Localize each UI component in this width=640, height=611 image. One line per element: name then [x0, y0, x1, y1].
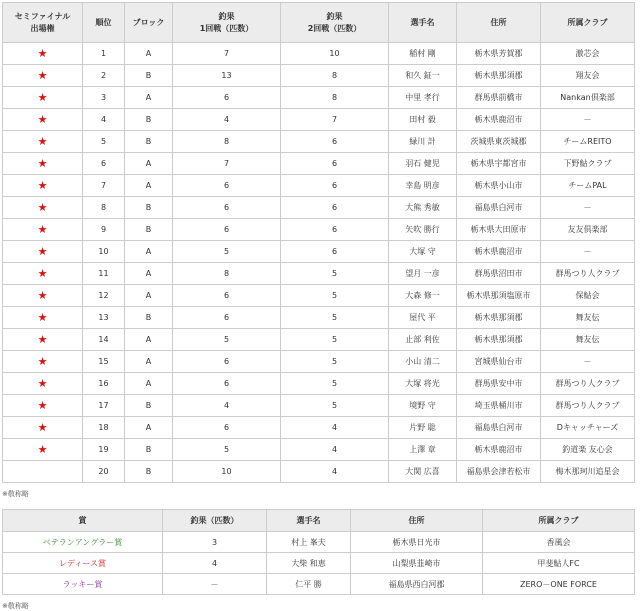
name-cell: 大森 修一	[389, 285, 457, 307]
catch2-cell: 5	[281, 263, 389, 285]
table-row	[3, 461, 635, 483]
block-cell: B	[125, 461, 173, 483]
club-cell: －	[541, 197, 635, 219]
header-award-club: 所属クラブ	[483, 510, 635, 532]
star-icon: ★	[37, 201, 48, 214]
star-icon: ★	[37, 47, 48, 60]
header-award: 賞	[3, 510, 163, 532]
address-cell: 福島県白河市	[457, 417, 541, 439]
club-cell: 梅木那珂川追星会	[541, 461, 635, 483]
block-cell: A	[125, 263, 173, 285]
club-cell: 激芯会	[541, 43, 635, 65]
name-cell: 中里 孝行	[389, 87, 457, 109]
star-icon: ★	[37, 333, 48, 346]
catch2-cell: 4	[281, 439, 389, 461]
rank-cell: 14	[83, 329, 125, 351]
header-rank: 順位	[83, 3, 125, 43]
honorifics-note: ※敬称略	[2, 602, 29, 610]
table-row	[3, 153, 635, 175]
rank-cell: 13	[83, 307, 125, 329]
header-semifinal: セミファイナル 出場権	[3, 3, 83, 43]
semifinal-cell	[3, 307, 83, 329]
rank-cell: 3	[83, 87, 125, 109]
address-cell: 栃木県鹿沼市	[457, 439, 541, 461]
block-cell: A	[125, 175, 173, 197]
address-cell: 福島県白河市	[457, 197, 541, 219]
table-row	[3, 109, 635, 131]
catch2-cell: 4	[281, 417, 389, 439]
catch2-cell: 6	[281, 153, 389, 175]
rank-cell: 16	[83, 373, 125, 395]
name-cell: 大熊 秀敏	[389, 197, 457, 219]
catch1-cell: 6	[173, 197, 281, 219]
award-address-cell: 福島県西白河郡	[351, 574, 483, 595]
semifinal-cell	[3, 43, 83, 65]
award-cell: レディース賞	[3, 553, 163, 574]
name-cell: 上澤 章	[389, 439, 457, 461]
name-cell: 幸島 明彦	[389, 175, 457, 197]
award-cell: ラッキー賞	[3, 574, 163, 595]
table-row	[3, 285, 635, 307]
semifinal-cell	[3, 417, 83, 439]
semifinal-cell	[3, 263, 83, 285]
block-cell: A	[125, 43, 173, 65]
club-cell: 保鮎会	[541, 285, 635, 307]
awards-header-row	[3, 510, 635, 532]
star-icon: ★	[37, 157, 48, 170]
block-cell: B	[125, 395, 173, 417]
address-cell: 栃木県那須郡	[457, 307, 541, 329]
semifinal-cell	[3, 329, 83, 351]
star-icon: ★	[37, 355, 48, 368]
award-club-cell: 香風会	[483, 532, 635, 553]
award-club-cell: ZERO－ONE FORCE	[483, 574, 635, 595]
catch2-cell: 5	[281, 285, 389, 307]
table-row	[3, 553, 635, 574]
block-cell: A	[125, 241, 173, 263]
block-cell: B	[125, 197, 173, 219]
club-cell: 友友倶楽部	[541, 219, 635, 241]
club-cell: 舞友伝	[541, 307, 635, 329]
catch1-cell: 4	[173, 395, 281, 417]
address-cell: 群馬県安中市	[457, 373, 541, 395]
name-cell: 稲村 剛	[389, 43, 457, 65]
table-row	[3, 131, 635, 153]
catch1-cell: 6	[173, 219, 281, 241]
rank-cell: 20	[83, 461, 125, 483]
catch2-cell: 6	[281, 219, 389, 241]
star-icon: ★	[37, 399, 48, 412]
address-cell: 群馬県前橋市	[457, 87, 541, 109]
header-name: 選手名	[389, 3, 457, 43]
header-catch2: 釣果 2回戦（匹数）	[281, 3, 389, 43]
star-icon: ★	[37, 421, 48, 434]
club-cell: －	[541, 241, 635, 263]
club-cell: 群馬つり人クラブ	[541, 395, 635, 417]
star-icon: ★	[37, 91, 48, 104]
rank-cell: 7	[83, 175, 125, 197]
catch1-cell: 7	[173, 43, 281, 65]
name-cell: 和久 鉦一	[389, 65, 457, 87]
award-name-cell: 仁平 勝	[267, 574, 351, 595]
name-cell: 緑川 計	[389, 131, 457, 153]
name-cell: 大塚 将光	[389, 373, 457, 395]
block-cell: B	[125, 109, 173, 131]
club-cell: Nankan倶楽部	[541, 87, 635, 109]
catch1-cell: 5	[173, 329, 281, 351]
catch2-cell: 5	[281, 395, 389, 417]
name-cell: 止部 利佐	[389, 329, 457, 351]
address-cell: 埼玉県桶川市	[457, 395, 541, 417]
rank-cell: 2	[83, 65, 125, 87]
semifinal-cell	[3, 175, 83, 197]
address-cell: 栃木県大田原市	[457, 219, 541, 241]
awards-table	[2, 509, 635, 595]
catch2-cell: 5	[281, 373, 389, 395]
semifinal-cell	[3, 351, 83, 373]
star-icon: ★	[37, 267, 48, 280]
rank-cell: 4	[83, 109, 125, 131]
header-award-address: 住所	[351, 510, 483, 532]
semifinal-cell	[3, 241, 83, 263]
catch1-cell: 6	[173, 307, 281, 329]
catch1-cell: 5	[173, 439, 281, 461]
table-row	[3, 395, 635, 417]
name-cell: 望月 一彦	[389, 263, 457, 285]
rank-cell: 9	[83, 219, 125, 241]
award-catch-cell: 4	[163, 553, 267, 574]
star-icon: ★	[37, 223, 48, 236]
block-cell: B	[125, 439, 173, 461]
star-icon: ★	[37, 135, 48, 148]
catch1-cell: 6	[173, 175, 281, 197]
semifinal-cell	[3, 439, 83, 461]
name-cell: 田村 毅	[389, 109, 457, 131]
catch2-cell: 5	[281, 329, 389, 351]
address-cell: 栃木県鹿沼市	[457, 109, 541, 131]
rank-cell: 5	[83, 131, 125, 153]
address-cell: 茨城県東茨城郡	[457, 131, 541, 153]
catch2-cell: 6	[281, 131, 389, 153]
rank-cell: 19	[83, 439, 125, 461]
star-icon: ★	[37, 69, 48, 82]
block-cell: B	[125, 65, 173, 87]
club-cell: －	[541, 109, 635, 131]
table-row	[3, 439, 635, 461]
table-row	[3, 65, 635, 87]
block-cell: A	[125, 417, 173, 439]
block-cell: A	[125, 329, 173, 351]
semifinal-cell	[3, 285, 83, 307]
club-cell: 下野鮎クラブ	[541, 153, 635, 175]
semifinal-cell	[3, 153, 83, 175]
rank-cell: 11	[83, 263, 125, 285]
catch1-cell: 13	[173, 65, 281, 87]
name-cell: 大塚 守	[389, 241, 457, 263]
name-cell: 屋代 平	[389, 307, 457, 329]
club-cell: 舞友伝	[541, 329, 635, 351]
block-cell: B	[125, 219, 173, 241]
catch1-cell: 6	[173, 285, 281, 307]
address-cell: 宮城県仙台市	[457, 351, 541, 373]
rank-cell: 6	[83, 153, 125, 175]
name-cell: 羽石 健児	[389, 153, 457, 175]
award-catch-cell: －	[163, 574, 267, 595]
table-row	[3, 197, 635, 219]
semifinal-cell	[3, 109, 83, 131]
header-address: 住所	[457, 3, 541, 43]
block-cell: B	[125, 131, 173, 153]
header-block: ブロック	[125, 3, 173, 43]
semifinal-cell	[3, 197, 83, 219]
catch2-cell: 6	[281, 241, 389, 263]
address-cell: 栃木県鹿沼市	[457, 241, 541, 263]
table-row	[3, 263, 635, 285]
award-club-cell: 甲斐鮎人FC	[483, 553, 635, 574]
award-address-cell: 山梨県韮崎市	[351, 553, 483, 574]
rank-cell: 1	[83, 43, 125, 65]
name-cell: 境野 守	[389, 395, 457, 417]
header-award-name: 選手名	[267, 510, 351, 532]
catch1-cell: 6	[173, 351, 281, 373]
address-cell: 群馬県沼田市	[457, 263, 541, 285]
catch1-cell: 4	[173, 109, 281, 131]
table-row	[3, 532, 635, 553]
rank-cell: 10	[83, 241, 125, 263]
star-icon: ★	[37, 113, 48, 126]
rank-cell: 15	[83, 351, 125, 373]
catch2-cell: 8	[281, 87, 389, 109]
block-cell: A	[125, 373, 173, 395]
semifinal-cell	[3, 373, 83, 395]
results-header-row	[3, 3, 635, 43]
club-cell: チームREITO	[541, 131, 635, 153]
rank-cell: 8	[83, 197, 125, 219]
table-row	[3, 307, 635, 329]
block-cell: A	[125, 153, 173, 175]
name-cell: 矢吹 勝行	[389, 219, 457, 241]
catch1-cell: 6	[173, 373, 281, 395]
semifinal-cell	[3, 395, 83, 417]
table-row	[3, 43, 635, 65]
table-row	[3, 87, 635, 109]
award-address-cell: 栃木県日光市	[351, 532, 483, 553]
catch2-cell: 10	[281, 43, 389, 65]
honorifics-note: ※敬称略	[2, 490, 29, 498]
award-catch-cell: 3	[163, 532, 267, 553]
catch2-cell: 6	[281, 197, 389, 219]
catch2-cell: 6	[281, 175, 389, 197]
catch2-cell: 7	[281, 109, 389, 131]
catch1-cell: 7	[173, 153, 281, 175]
club-cell: 釣道楽 友心会	[541, 439, 635, 461]
name-cell: 片野 聡	[389, 417, 457, 439]
address-cell: 栃木県那須塩原市	[457, 285, 541, 307]
name-cell: 小山 清二	[389, 351, 457, 373]
header-catch1: 釣果 1回戦（匹数）	[173, 3, 281, 43]
star-icon: ★	[37, 443, 48, 456]
catch1-cell: 5	[173, 241, 281, 263]
catch1-cell: 8	[173, 263, 281, 285]
block-cell: A	[125, 87, 173, 109]
block-cell: A	[125, 285, 173, 307]
star-icon: ★	[37, 179, 48, 192]
club-cell: 群馬つり人クラブ	[541, 373, 635, 395]
rank-cell: 12	[83, 285, 125, 307]
award-name-cell: 大柴 和恵	[267, 553, 351, 574]
table-row	[3, 241, 635, 263]
address-cell: 栃木県那須郡	[457, 329, 541, 351]
address-cell: 栃木県小山市	[457, 175, 541, 197]
table-row	[3, 219, 635, 241]
catch2-cell: 8	[281, 65, 389, 87]
name-cell: 大関 広喜	[389, 461, 457, 483]
semifinal-cell	[3, 65, 83, 87]
results-table	[2, 2, 635, 483]
semifinal-cell	[3, 461, 83, 483]
star-icon: ★	[37, 289, 48, 302]
address-cell: 栃木県那須郡	[457, 65, 541, 87]
header-award-catch: 釣果（匹数）	[163, 510, 267, 532]
address-cell: 栃木県芳賀郡	[457, 43, 541, 65]
semifinal-cell	[3, 87, 83, 109]
catch2-cell: 4	[281, 461, 389, 483]
club-cell: Dキャッチャーズ	[541, 417, 635, 439]
rank-cell: 17	[83, 395, 125, 417]
catch2-cell: 5	[281, 307, 389, 329]
catch1-cell: 6	[173, 417, 281, 439]
table-row	[3, 574, 635, 595]
block-cell: A	[125, 351, 173, 373]
catch1-cell: 10	[173, 461, 281, 483]
club-cell: 群馬つり人クラブ	[541, 263, 635, 285]
semifinal-cell	[3, 131, 83, 153]
club-cell: 翔友会	[541, 65, 635, 87]
catch2-cell: 5	[281, 351, 389, 373]
table-row	[3, 175, 635, 197]
catch1-cell: 8	[173, 131, 281, 153]
header-club: 所属クラブ	[541, 3, 635, 43]
star-icon: ★	[37, 311, 48, 324]
address-cell: 栃木県宇都宮市	[457, 153, 541, 175]
club-cell: チームPAL	[541, 175, 635, 197]
table-row	[3, 329, 635, 351]
star-icon: ★	[37, 377, 48, 390]
catch1-cell: 6	[173, 87, 281, 109]
award-name-cell: 村上 峯夫	[267, 532, 351, 553]
address-cell: 福島県会津若松市	[457, 461, 541, 483]
table-row	[3, 351, 635, 373]
semifinal-cell	[3, 219, 83, 241]
star-icon: ★	[37, 245, 48, 258]
table-row	[3, 373, 635, 395]
block-cell: B	[125, 307, 173, 329]
club-cell: －	[541, 351, 635, 373]
award-cell: ベテランアングラー賞	[3, 532, 163, 553]
table-row	[3, 417, 635, 439]
rank-cell: 18	[83, 417, 125, 439]
